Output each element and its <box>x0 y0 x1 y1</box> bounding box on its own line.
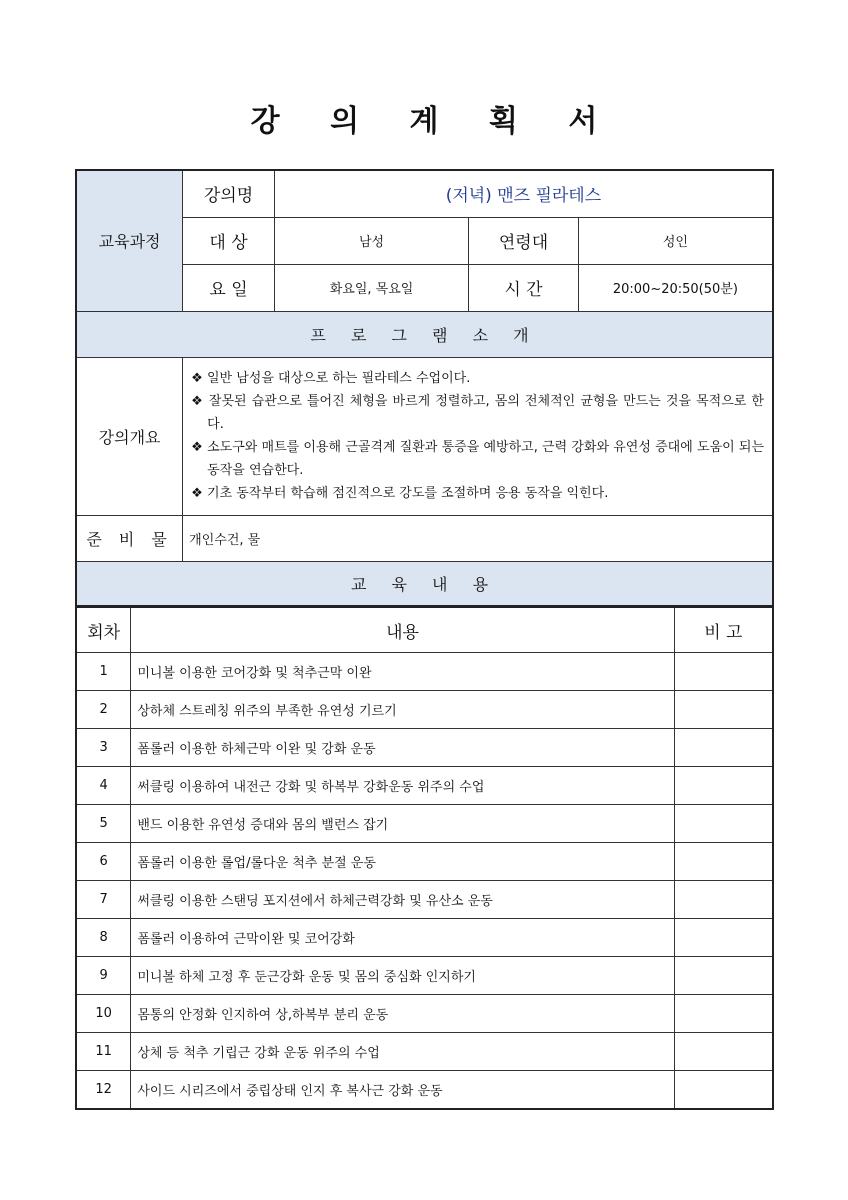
session-content: 밴드 이용한 유연성 증대와 몸의 밸런스 잡기 <box>131 805 674 843</box>
table-row <box>76 995 773 1033</box>
table-row <box>76 653 773 691</box>
session-content: 사이드 시리즈에서 중립상태 인지 후 복사근 강화 운동 <box>131 1071 674 1110</box>
session-content: 써클링 이용한 스탠딩 포지션에서 하체근력강화 및 유산소 운동 <box>131 881 674 919</box>
session-note <box>674 767 773 805</box>
program-section-title: 프 로 그 램 소 개 <box>76 311 773 357</box>
overview-label: 강의개요 <box>76 357 183 515</box>
table-row <box>76 957 773 995</box>
overview-bullet: ❖ 소도구와 매트를 이용해 근골격계 질환과 통증을 예방하고, 근력 강화와 유연성 증대에 도움이 되는 동작을 연습한다. <box>191 440 764 478</box>
session-content: 몸통의 안정화 인지하여 상,하복부 분리 운동 <box>131 995 674 1033</box>
education-table <box>75 606 774 1110</box>
age-label: 연령대 <box>469 217 579 264</box>
overview-bullet: ❖ 잘못된 습관으로 틀어진 체형을 바르게 정렬하고, 몸의 전체적인 균형을 만드는 것을 목적으로 한다. <box>191 394 764 432</box>
table-row <box>76 805 773 843</box>
session-content: 써클링 이용하여 내전근 강화 및 하복부 강화운동 위주의 수업 <box>131 767 674 805</box>
session-header: 회차 <box>76 607 131 653</box>
table-row <box>76 1071 773 1110</box>
overview-bullets <box>183 357 773 515</box>
table-row <box>76 691 773 729</box>
session-number: 5 <box>76 805 131 843</box>
table-row <box>76 843 773 881</box>
overview-bullet: ❖ 기초 동작부터 학습해 점진적으로 강도를 조절하며 응용 동작을 익힌다. <box>191 486 609 501</box>
session-number: 1 <box>76 653 131 691</box>
session-number: 8 <box>76 919 131 957</box>
session-note <box>674 843 773 881</box>
table-row <box>76 1033 773 1071</box>
session-number: 12 <box>76 1071 131 1110</box>
session-content: 폼롤러 이용한 하체근막 이완 및 강화 운동 <box>131 729 674 767</box>
age-value: 성인 <box>578 217 773 264</box>
session-note <box>674 653 773 691</box>
document-title: 강 의 계 획 서 <box>250 104 618 139</box>
session-note <box>674 1071 773 1110</box>
session-note <box>674 881 773 919</box>
course-info-table <box>75 169 774 607</box>
table-row <box>76 881 773 919</box>
education-section-title: 교 육 내 용 <box>76 561 773 606</box>
overview-bullet: ❖ 일반 남성을 대상으로 하는 필라테스 수업이다. <box>191 371 471 386</box>
course-label: 강의명 <box>183 170 275 217</box>
target-value: 남성 <box>274 217 468 264</box>
category-label: 교육과정 <box>76 170 183 311</box>
note-header: 비 고 <box>674 607 773 653</box>
session-content: 미니볼 이용한 코어강화 및 척추근막 이완 <box>131 653 674 691</box>
prep-label: 준 비 물 <box>76 515 183 561</box>
session-note <box>674 995 773 1033</box>
session-note <box>674 805 773 843</box>
time-label: 시 간 <box>469 264 579 311</box>
session-note <box>674 691 773 729</box>
session-number: 9 <box>76 957 131 995</box>
session-number: 10 <box>76 995 131 1033</box>
table-row <box>76 919 773 957</box>
table-row <box>76 729 773 767</box>
content-header: 내용 <box>131 607 674 653</box>
course-name: (저녁) 맨즈 필라테스 <box>274 170 773 217</box>
session-content: 상하체 스트레칭 위주의 부족한 유연성 기르기 <box>131 691 674 729</box>
session-content: 미니볼 하체 고정 후 둔근강화 운동 및 몸의 중심화 인지하기 <box>131 957 674 995</box>
prep-value: 개인수건, 물 <box>183 515 773 561</box>
session-number: 3 <box>76 729 131 767</box>
session-number: 4 <box>76 767 131 805</box>
session-number: 7 <box>76 881 131 919</box>
target-label: 대 상 <box>183 217 275 264</box>
time-value: 20:00~20:50(50분) <box>578 264 773 311</box>
session-note <box>674 1033 773 1071</box>
session-number: 6 <box>76 843 131 881</box>
session-content: 상체 등 척추 기립근 강화 운동 위주의 수업 <box>131 1033 674 1071</box>
session-note <box>674 919 773 957</box>
table-row <box>76 767 773 805</box>
session-note <box>674 729 773 767</box>
day-value: 화요일, 목요일 <box>274 264 468 311</box>
session-content: 폼롤러 이용한 롤업/롤다운 척추 분절 운동 <box>131 843 674 881</box>
session-number: 2 <box>76 691 131 729</box>
session-content: 폼롤러 이용하여 근막이완 및 코어강화 <box>131 919 674 957</box>
session-note <box>674 957 773 995</box>
day-label: 요 일 <box>183 264 275 311</box>
session-number: 11 <box>76 1033 131 1071</box>
